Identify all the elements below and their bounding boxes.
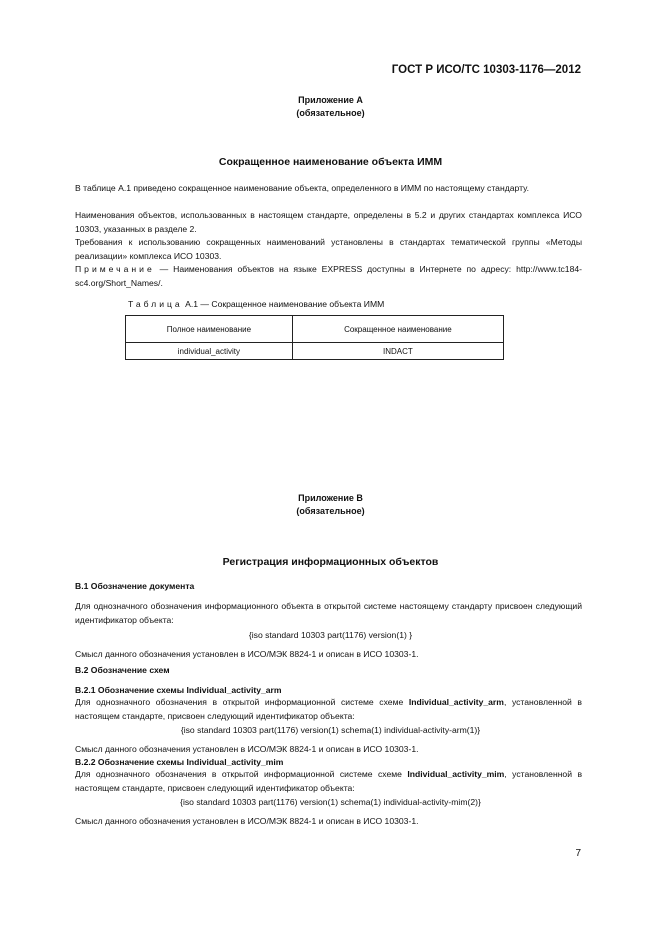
table-row bbox=[126, 343, 504, 360]
appendix-a-paragraph-1: В таблице А.1 приведено сокращенное наименование объекта, определенного в ИММ по настоящему стандарту. bbox=[75, 183, 529, 193]
appendix-a-heading: Сокращенное наименование объекта ИММ bbox=[218, 156, 443, 168]
page-number: 7 bbox=[575, 848, 581, 859]
appendix-a-paragraph-3: Требования к использованию сокращенных наименований установлены в стандартах тематической группы «Методы реализации» комплекса ИСО 10303. bbox=[75, 237, 582, 261]
section-b21-title: В.2.1 Обозначение схемы Individual_activity_arm bbox=[75, 685, 282, 695]
section-b22-text: Для однозначного обозначения в открытой информационной системе схеме Individual_activity_mim, установленной в настоящем стандарте, присвоен следующий идентификатор объекта: bbox=[75, 769, 583, 793]
table-caption: Таблица А.1 — Сокращенное наименование объекта ИММ bbox=[128, 299, 385, 309]
column-header-short-name: Сокращенное наименование bbox=[292, 316, 503, 343]
section-b1-identifier: {iso standard 10303 part(1176) version(1) } bbox=[248, 630, 413, 640]
section-b22-identifier: {iso standard 10303 part(1176) version(1) schema(1) individual-activity-mim(2)} bbox=[180, 797, 481, 807]
section-b1-text: Для однозначного обозначения информационного объекта в открытой системе настоящему стандарту присвоен следующий идентификатор объекта: bbox=[75, 601, 582, 625]
schema-name-arm: Individual_activity_arm bbox=[408, 697, 504, 707]
appendix-b-heading: Регистрация информационных объектов bbox=[222, 556, 439, 568]
section-b2-title: В.2 Обозначение схем bbox=[75, 665, 170, 675]
table-header-row bbox=[126, 316, 504, 343]
section-b21-meaning: Смысл данного обозначения установлен в ИСО/МЭК 8824-1 и описан в ИСО 10303-1. bbox=[75, 744, 419, 754]
note-text: — Наименования объектов на языке EXPRESS доступны в Интернете по адресу: http://www.tc184-sc4.org/Short_Names/. bbox=[75, 264, 582, 288]
section-b21-identifier: {iso standard 10303 part(1176) version(1) schema(1) individual-activity-arm(1)} bbox=[180, 725, 481, 735]
section-b21-text: Для однозначного обозначения в открытой информационной системе схеме Individual_activity_arm, установленной в настоящем стандарте, присвоен следующий идентификатор объекта: bbox=[75, 697, 582, 721]
table-cell-full-name: individual_activity bbox=[126, 343, 293, 360]
section-b1-title: В.1 Обозначение документа bbox=[75, 581, 195, 591]
schema-name-mim: Individual_activity_mim bbox=[407, 769, 505, 779]
appendix-a-note bbox=[75, 263, 582, 290]
note-label: Примечание bbox=[75, 264, 155, 274]
section-b22-meaning: Смысл данного обозначения установлен в ИСО/МЭК 8824-1 и описан в ИСО 10303-1. bbox=[75, 816, 419, 826]
appendix-a-paragraph-2: Наименования объектов, использованных в настоящем стандарте, определены в 5.2 и других стандартах комплекса ИСО 10303, указанных в разделе 2. bbox=[75, 210, 582, 234]
appendix-a-status: (обязательное) bbox=[296, 108, 365, 118]
short-names-table bbox=[125, 315, 504, 360]
column-header-full-name: Полное наименование bbox=[126, 316, 293, 343]
appendix-a-title: Приложение А bbox=[298, 95, 363, 105]
section-b22-title: В.2.2 Обозначение схемы Individual_activity_mim bbox=[75, 757, 284, 767]
appendix-b-status: (обязательное) bbox=[296, 506, 365, 516]
document-code: ГОСТ Р ИСО/ТС 10303-1176—2012 bbox=[391, 64, 581, 76]
section-b1-meaning: Смысл данного обозначения установлен в ИСО/МЭК 8824-1 и описан в ИСО 10303-1. bbox=[75, 649, 419, 659]
table-cell-short-name: INDACT bbox=[292, 343, 503, 360]
appendix-b-title: Приложение В bbox=[298, 493, 363, 503]
